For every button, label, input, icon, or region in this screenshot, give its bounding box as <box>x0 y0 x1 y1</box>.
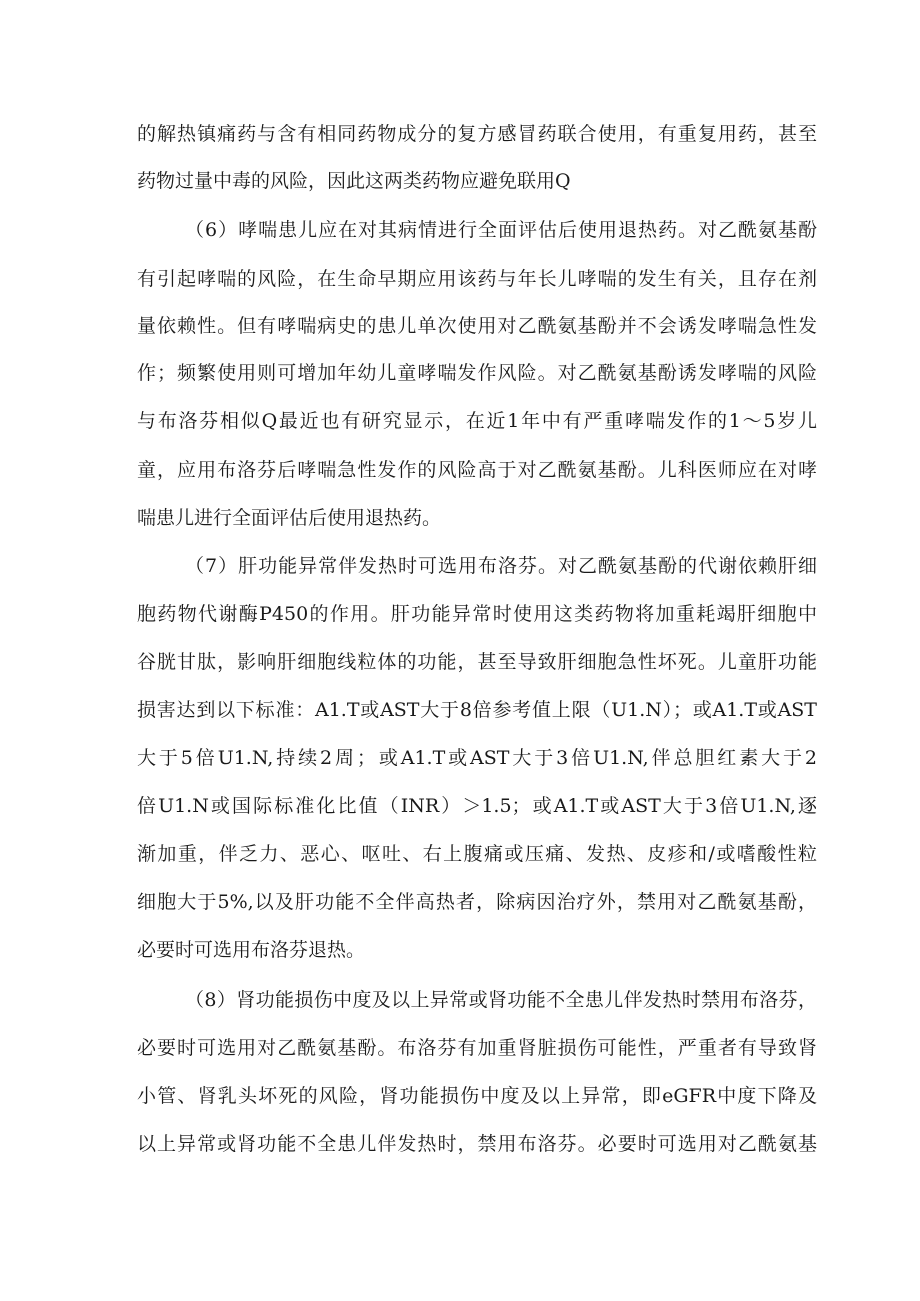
text-line: 胞药物代谢酶P450的作用。肝功能异常时使用这类药物将加重耗竭肝细胞中 <box>137 603 817 625</box>
text-line: 大于5倍U1.N,持续2周；或A1.T或AST大于3倍U1.N,伴总胆红素大于2 <box>137 747 817 769</box>
text-line: 必要时可选用布洛芬退热。 <box>137 939 366 961</box>
text-line: 量依赖性。但有哮喘病史的患儿单次使用对乙酰氨基酚并不会诱发哮喘急性发 <box>137 315 817 337</box>
text-line: 以上异常或肾功能不全患儿伴发热时，禁用布洛芬。必要时可选用对乙酰氨基 <box>137 1133 817 1155</box>
text-line: （8）肾功能损伤中度及以上异常或肾功能不全患儿伴发热时禁用布洛芬， <box>185 989 817 1011</box>
text-line: （6）哮喘患儿应在对其病情进行全面评估后使用退热药。对乙酰氨基酚 <box>185 219 817 241</box>
text-line: 细胞大于5%,以及肝功能不全伴高热者，除病因治疗外，禁用对乙酰氨基酚， <box>137 891 817 913</box>
text-line: 喘患儿进行全面评估后使用退热药。 <box>137 507 442 529</box>
text-line: 必要时可选用对乙酰氨基酚。布洛芬有加重肾脏损伤可能性，严重者有导致肾 <box>137 1037 817 1059</box>
text-line: 药物过量中毒的风险，因此这两类药物应避免联用Q <box>137 170 571 192</box>
text-line: 小管、肾乳头坏死的风险，肾功能损伤中度及以上异常，即eGFR中度下降及 <box>137 1085 817 1107</box>
text-line: 有引起哮喘的风险，在生命早期应用该药与年长儿哮喘的发生有关，且存在剂 <box>137 268 817 290</box>
text-line: 的解热镇痛药与含有相同药物成分的复方感冒药联合使用，有重复用药，甚至 <box>137 123 817 145</box>
text-line: 作；频繁使用则可增加年幼儿童哮喘发作风险。对乙酰氨基酚诱发哮喘的风险 <box>137 362 817 384</box>
text-line: 渐加重，伴乏力、恶心、呕吐、右上腹痛或压痛、发热、皮疹和/或嗜酸性粒 <box>137 843 817 865</box>
text-line: 与布洛芬相似Q最近也有研究显示，在近1年中有严重哮喘发作的1〜5岁儿 <box>137 410 817 432</box>
text-line: 谷胱甘肽，影响肝细胞线粒体的功能，甚至导致肝细胞急性坏死。儿童肝功能 <box>137 651 817 673</box>
text-line: 损害达到以下标准：A1.T或AST大于8倍参考值上限（U1.N）；或A1.T或AST <box>137 699 817 721</box>
text-line: （7）肝功能异常伴发热时可选用布洛芬。对乙酰氨基酚的代谢依赖肝细 <box>185 555 817 577</box>
text-line: 童，应用布洛芬后哮喘急性发作的风险高于对乙酰氨基酚。儿科医师应在对哮 <box>137 459 817 481</box>
text-line: 倍U1.N或国际标准化比值（INR）＞1.5；或A1.T或AST大于3倍U1.N,逐 <box>137 795 817 817</box>
